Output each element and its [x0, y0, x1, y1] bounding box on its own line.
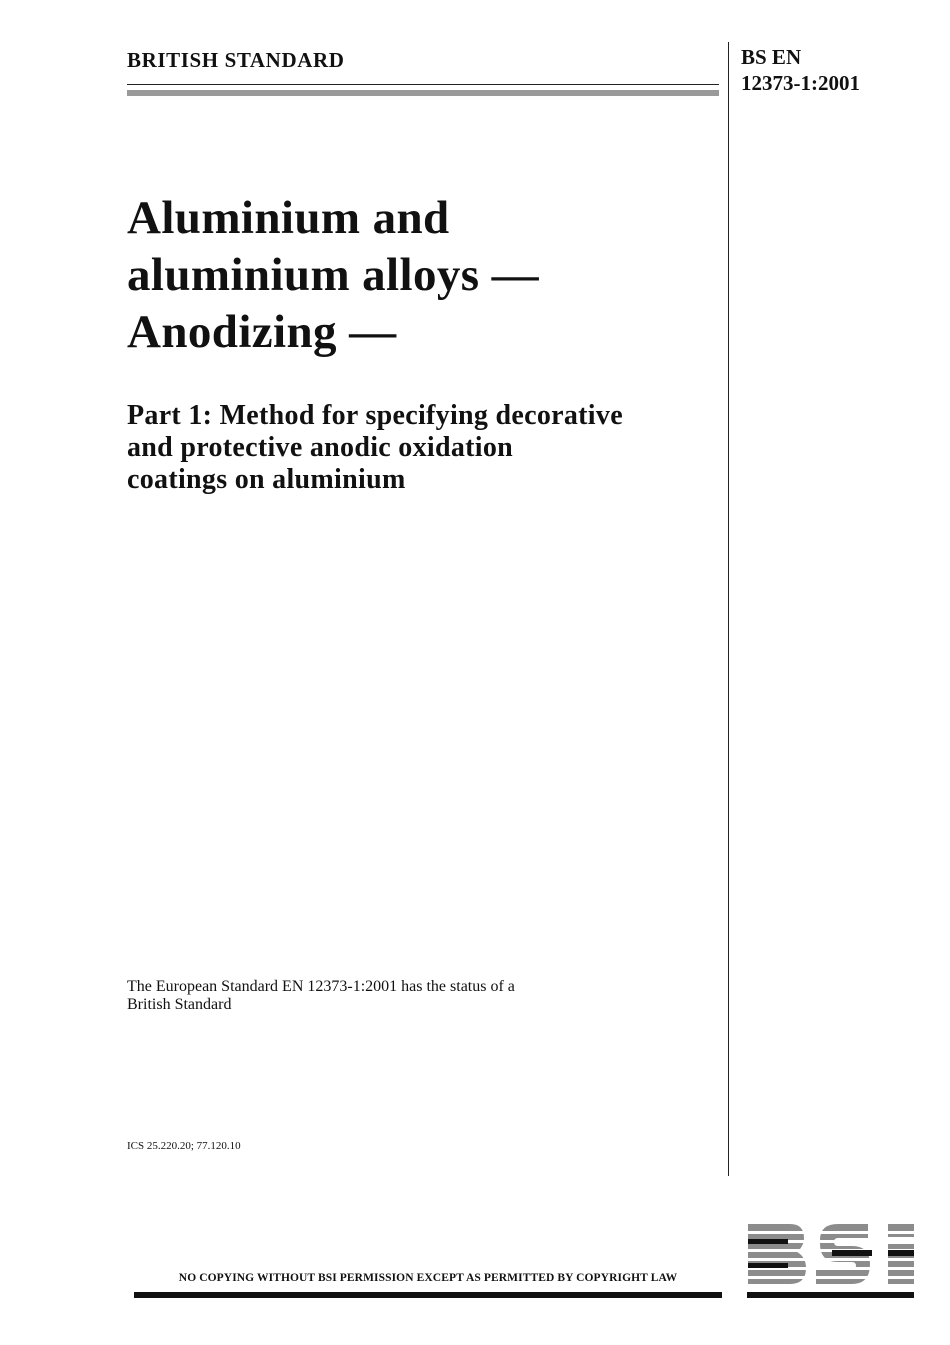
part-title	[127, 400, 722, 496]
footer-rule	[134, 1292, 722, 1298]
title-line: Aluminium and	[127, 192, 450, 244]
standard-number-line: 12373-1:2001	[741, 71, 860, 95]
copyright-notice: NO COPYING WITHOUT BSI PERMISSION EXCEPT AS PERMITTED BY COPYRIGHT LAW	[178, 1272, 678, 1284]
bsi-logo	[746, 1222, 916, 1286]
header-thin-rule	[127, 84, 719, 85]
title-line: Anodizing —	[127, 306, 397, 358]
status-note-line: The European Standard EN 12373-1:2001 has the status of a	[127, 978, 515, 995]
part-title-line: coatings on aluminium	[127, 464, 406, 495]
document-title	[127, 190, 722, 361]
title-line: aluminium alloys —	[127, 249, 540, 301]
part-title-line: and protective anodic oxidation	[127, 432, 514, 463]
vertical-divider	[728, 42, 729, 1176]
part-title-line: Part 1: Method for specifying decorative	[127, 400, 623, 431]
ics-code: ICS 25.220.20; 77.120.10	[127, 1140, 241, 1152]
status-note	[127, 978, 687, 1014]
standard-number	[741, 44, 860, 96]
header-gray-rule	[127, 90, 719, 96]
standard-number-line: BS EN	[741, 45, 802, 69]
logo-rule	[747, 1292, 914, 1298]
status-note-line: British Standard	[127, 996, 232, 1013]
series-label: BRITISH STANDARD	[127, 48, 345, 72]
